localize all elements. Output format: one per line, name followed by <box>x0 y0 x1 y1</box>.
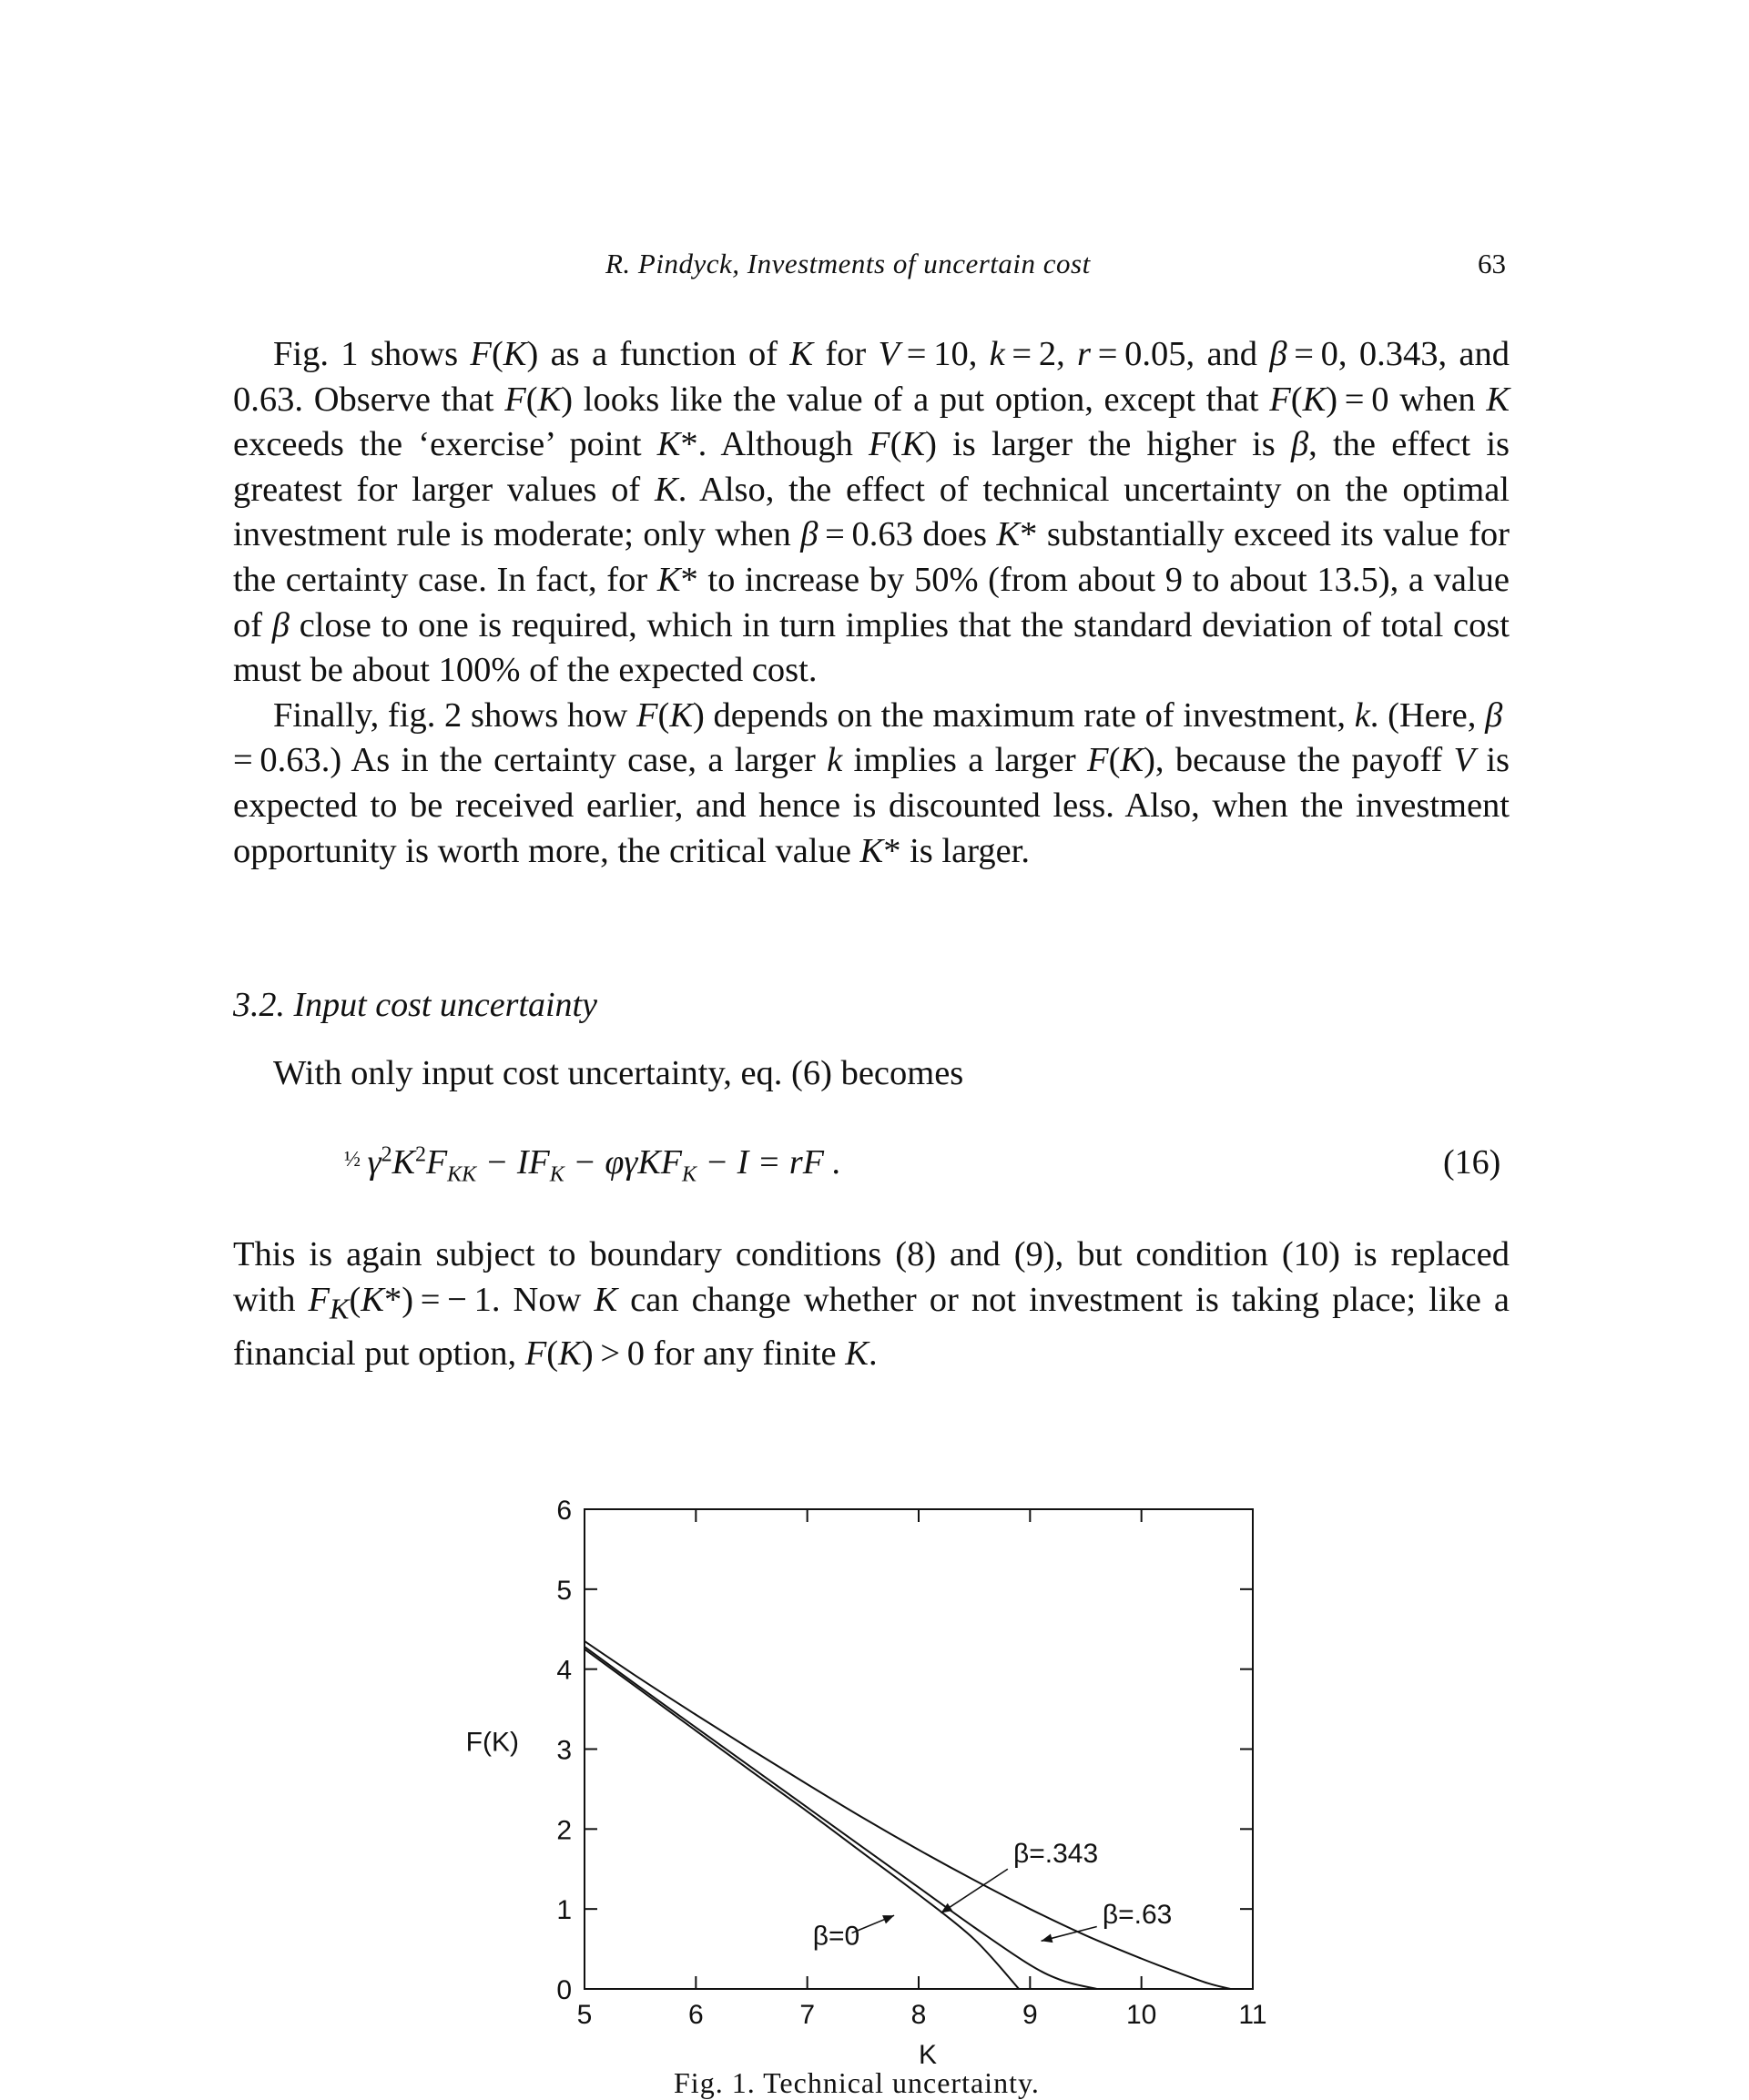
x-tick-label: 6 <box>687 2000 704 2030</box>
running-head <box>0 248 1749 288</box>
annotation-label-1: β=.343 <box>1012 1839 1099 1870</box>
paragraph-eq-intro: With only input cost uncertainty, eq. (6) becomes <box>273 1054 964 1092</box>
y-tick-label: 5 <box>556 1575 572 1606</box>
paragraph-boundary: This is again subject to boundary conditions (8) and (9), but condition (10) is replaced with $F_K(K*)$ = − 1. Now K can change whether or not investment is taking place; like a financial put option, F(K) > 0 for any finite K. <box>233 1235 1510 1373</box>
chart-svg <box>437 1475 1293 2066</box>
section-heading: 3.2. Input cost uncertainty <box>233 986 597 1024</box>
annotation-label-0: β=0 <box>812 1921 860 1952</box>
x-axis-label: K <box>918 2040 938 2066</box>
x-tick-label: 9 <box>1022 2000 1038 2030</box>
y-axis-label: F(K) <box>465 1727 519 1758</box>
x-tick-label: 7 <box>799 2000 816 2030</box>
y-tick-label: 1 <box>556 1895 572 1926</box>
series-line-2 <box>585 1641 1231 1989</box>
body-text-top <box>233 332 1510 874</box>
y-tick-label: 6 <box>556 1496 572 1526</box>
figure-1 <box>437 1475 1293 2083</box>
paragraph-fig2: Finally, fig. 2 shows how F(K) depends on the maximum rate of investment, k. (Here, β = 0.63.) As in the certainty case, a larger k implies a larger F(K), because the payoff V is expected to be received earlier, and hence is discounted less. Also, when the investment opportunity is worth more, the critical value K* is larger. <box>233 695 1510 870</box>
body-text-intro <box>233 1051 1510 1097</box>
y-tick-label: 0 <box>556 1975 572 2005</box>
paragraph-fig1: Fig. 1 shows F(K) as a function of K for V = 10, k = 2, r = 0.05, and β = 0, 0.343, and 0.63. Observe that F(K) looks like the value of a put option, except that F(K) = 0 when K exceeds the ‘exercise’ point K*. Although F(K) is larger the higher is β, the effect is greatest for larger values of K. Also, the effect of technical uncertainty on the optimal investment rule is moderate; only when β = 0.63 does K* substantially exceed its value for the certainty case. In fact, for K* to increase by 50% (from about 9 to about 13.5), a value of β close to one is required, which in turn implies that the standard deviation of total cost must be about 100% of the expected cost. <box>233 335 1510 690</box>
figure-caption: Fig. 1. Technical uncertainty. <box>674 2066 1040 2099</box>
x-tick-label: 8 <box>910 2000 927 2030</box>
x-tick-label: 10 <box>1125 2000 1157 2030</box>
annotation-arrow-1 <box>941 1869 1007 1912</box>
equation-16: $^{\frac{1}{2}}$ $\gamma^2K^2F_{KK} - IF_K - \varphi\gamma KF_K - I$ = rF . <box>344 1142 841 1187</box>
running-title: R. Pindyck, Investments of uncertain cost <box>605 248 1091 279</box>
annotation-arrowhead-2 <box>1042 1933 1053 1943</box>
equation-number: (16) <box>1443 1143 1501 1182</box>
x-tick-label: 11 <box>1238 2000 1267 2030</box>
annotation-label-2: β=.63 <box>1102 1899 1173 1930</box>
y-tick-label: 4 <box>556 1655 572 1686</box>
y-tick-label: 3 <box>556 1735 572 1766</box>
page-number: 63 <box>1478 248 1506 279</box>
body-text-bottom <box>233 1233 1510 1376</box>
x-tick-label: 5 <box>576 2000 593 2030</box>
annotation-arrowhead-0 <box>882 1915 894 1923</box>
y-tick-label: 2 <box>556 1815 572 1846</box>
series-line-0 <box>585 1649 1019 1989</box>
